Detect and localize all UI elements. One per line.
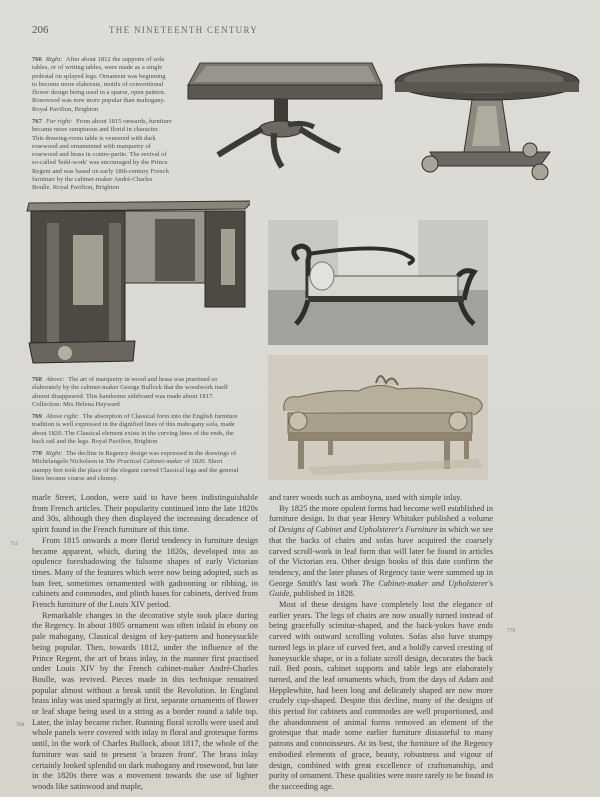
- body-paragraph: Remarkable changes in the decorative style took place during the Regency. In about 1805 ornament was often inlaid in ebony on pale mahogany, Classical designs of key-pattern and honeysuckle being popular. Then, towards 1812, under the influence of the Prince Regent, the art of brass inlay, in the manner first practised under Louis XIV by the French cabinet-maker André-Charles Boulle, was revived. Pieces made in this technique remained popular almost without a break until the Revolution. In England brass inlay was used sparingly at first, separate ornaments of flower or leaf shape being used in a string as a border round a table top. Later, the inlay became richer. Running floral scrolls were used and whole panels were covered with inlay in floral and grotesque forms until, in the work of Charles Bullock, about 1817, the whole of the furniture was said to present 'a brazen front'. The brass inlay certainly looked splendid on dark mahogany and rosewood, but late in the 1820s there was a movement towards the use of lighter woods like satinwood and maple,: [32, 610, 258, 791]
- body-text: , published in 1828.: [289, 589, 355, 599]
- figure-766-sofa-table: [182, 55, 387, 175]
- caption-text: of 1826. Short stumpy feet took the place of the elegant curved Classical legs and the general lines became coarse and clumsy.: [32, 458, 239, 482]
- caption-number: 768: [32, 376, 42, 383]
- caption-direction: Above:: [45, 376, 65, 383]
- caption-768: [32, 376, 242, 409]
- caption-769: [32, 413, 242, 446]
- figure-768-sideboard: [25, 195, 250, 365]
- caption-number: 769: [32, 413, 42, 420]
- body-paragraph: and rarer woods such as amboyna, used with simple inlay.: [269, 493, 462, 502]
- caption-direction: Above right:: [45, 413, 80, 420]
- body-column-left: [32, 493, 258, 793]
- caption-direction: Far right:: [45, 118, 73, 125]
- caption-number: 767: [32, 118, 42, 125]
- page-header: [32, 24, 540, 38]
- caption-767: [32, 118, 172, 193]
- figure-770-sofa-drawing: [268, 355, 488, 480]
- body-paragraph: [269, 504, 493, 600]
- caption-text: The decline in Regency design was expressed in the drawings of Michelangelo Nicholson in: [32, 450, 237, 466]
- body-column-right: [269, 493, 493, 793]
- body-text: in which we see that the backs of chairs and sofas have acquired the coarsely carved scroll-work in leaf form that will later be found in articles of the Victorian era. Other design books of this date confirm the tendency, and the later phases of Regency taste were summed up in George Smith's last work: [269, 525, 494, 588]
- running-title: THE NINETEENTH CENTURY: [109, 25, 259, 35]
- caption-text: From about 1815 onwards, furniture became more sumptuous and florid in character. This drawing-room table is veneered with dark rosewood and ornamented with marquetry of rosewood and brass in contre-partie. The revival of so-called 'buhl-work' was encouraged by the Prince Regent and was based on early 18th-century French furniture by the cabinet-maker André-Charles Boulle. Royal Pavilion, Brighton: [32, 118, 172, 192]
- figure-769-mahogany-sofa: [268, 220, 488, 345]
- page-number: 206: [32, 24, 49, 36]
- caption-766: [32, 56, 172, 114]
- caption-text: The absorption of Classical form into the English furniture tradition is well expressed in the dignified lines of this mahogany sofa, made about 1820. The Classical element exists in the curving lines of the ends, the back rail and the legs. Royal Pavilion, Brighton: [32, 413, 238, 445]
- margin-ref-770: 770: [507, 628, 516, 634]
- body-paragraph: Most of these designs have completely lost the elegance of earlier years. The legs of chairs are now usually turned instead of being gracefully scimitar-shaped, and the back-yokes have ends carved with outward scrolling volutes. Sofas also have stumpy turned legs in place of curved feet, and a boldly carved cresting of honeysuckle shape, or in a foliate scroll design, decorates the back rail. Bed posts, cabinet supports and table legs are elaborately turned, and the leaf ornaments which, from the days of Adam and Hepplewhite, had been long and delicately shaped are now more crudely cup-shaped. Despite this decline, many of the designs of this period for cabinets and commodes are well proportioned, and the abandonment of animal forms removed an element of the grotesque that made some earlier furniture distasteful to many patrons and connoisseurs. At its best, the furniture of the Regency embodied elements of grace, beauty, robustness and vigour of design, combined with great excellence of craftsmanship, and purity of ornament. These qualities were more rarely to be found in the succeeding age.: [269, 600, 493, 791]
- caption-book-title: The Practical Cabinet-maker: [105, 458, 183, 466]
- body-paragraph: From 1815 onwards a more florid tendency in furniture design became apparent, which, during the 1820s, developed into an opulence foreshadowing the fulsome shapes of early Victorian times. Many of the features which were now being adopted, such as bun feet, sometimes ornamented with gadrooning or ribbing, in cabinets and commodes, and plinth bases for cabinets, derived from French furniture of the Louis XIV period.: [32, 535, 258, 610]
- caption-770: [32, 450, 242, 483]
- margin-ref-768: 768: [16, 722, 25, 728]
- book-title: Designs of Cabinet and Upholsterer's Furniture: [278, 525, 438, 535]
- body-paragraph: marle Street, London, were said to have been indistinguishable from French articles. Their popularity continued into the late 1820s and 30s, although they then displayed the increasing decadence of spirit found in the French furniture of this time.: [32, 493, 258, 535]
- caption-direction: Right:: [45, 450, 63, 457]
- caption-number: 766: [32, 56, 42, 63]
- book-title: The Cabinet-maker and Upholsterer's Guide: [269, 578, 493, 599]
- caption-text: The art of marquetry in wood and brass was practised so elaborately by the cabinet-maker George Bullock that the woodwork itself almost disappeared. This handsome sideboard was made about 1817. Collection: Mrs Helena Hayward: [32, 376, 228, 408]
- margin-ref-751: 751: [10, 541, 19, 547]
- body-text: By 1825 the more opulent forms had become well established in furniture design. In that year Henry Whitaker published a volume of: [269, 503, 493, 535]
- caption-number: 770: [32, 450, 42, 457]
- caption-direction: Right:: [45, 56, 63, 63]
- figure-767-round-table: [390, 60, 585, 180]
- caption-text: After about 1812 the supports of sofa tables, or of writing tables, were made as a single pedestal on splayed legs. Ornament was beginning to become more elaborate, motifs of conventional flower design being used in a sparse, open pattern. Rosewood was now more popular than mahogany. Royal Pavilion, Brighton: [32, 56, 166, 113]
